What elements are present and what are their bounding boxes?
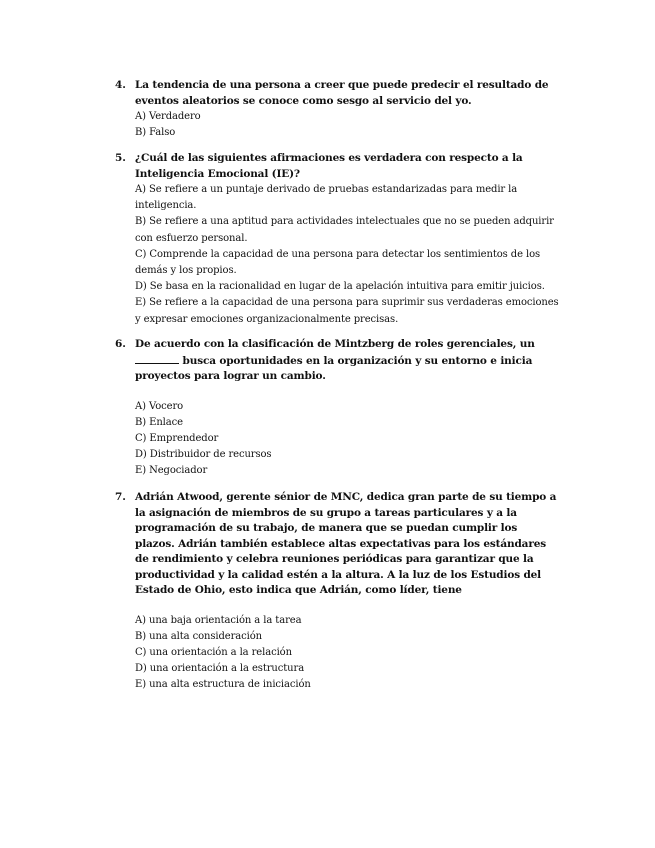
question-number: 6. [115, 338, 126, 350]
option-a: A) Verdadero [135, 111, 201, 122]
question-number: 4. [115, 79, 126, 91]
question-text: ¿Cuál de las siguientes afirmaciones es verdadera con respecto a la Inteligencia Emocional (IE)? [135, 152, 523, 180]
option-d: D) una orientación a la estructura [135, 663, 305, 675]
question-5 [115, 151, 560, 328]
option-c: C) Emprendedor [135, 432, 219, 444]
option-b: B) Se refiere a una aptitud para actividades intelectuales que no se pueden adquirir con esfuerzo personal. [135, 216, 554, 244]
option-a: A) una baja orientación a la tarea [135, 614, 302, 626]
option-list [135, 613, 560, 694]
question-number: 7. [115, 491, 126, 503]
option-e: E) Negociador [135, 465, 208, 477]
question-number: 5. [115, 152, 126, 164]
option-list [135, 182, 560, 328]
option-a: A) Vocero [135, 400, 184, 412]
option-b: B) Falso [135, 127, 176, 139]
option-e: E) Se refiere a la capacidad de una persona para suprimir sus verdaderas emociones y expresar emociones organizacionalmente precisas. [135, 297, 559, 325]
option-d: D) Se basa en la racionalidad en lugar de la apelación intuitiva para emitir juicios. [135, 281, 545, 293]
fill-in-blank [135, 353, 179, 364]
option-d: D) Distribuidor de recursos [135, 449, 272, 461]
question-text [135, 337, 560, 385]
question-text-end: busca oportunidades en la organización y su entorno e inicia proyectos para lograr un cambio. [135, 354, 533, 382]
question-text: Adrián Atwood, gerente sénior de MNC, dedica gran parte de su tiempo a la asignación de miembros de su grupo a tareas particulares y a la programación de su trabajo, de manera que se puedan cumplir los plazos. Adrián también establece altas expectativas para los estándares de rendimiento y celebra reuniones periódicas para garantizar que la productividad y la calidad estén a la altura. A la luz de los Estudios del Estado de Ohio, esto indica que Adrián, como líder, tiene [135, 491, 557, 596]
question-4 [115, 78, 560, 141]
option-e: E) una alta estructura de iniciación [135, 679, 311, 691]
option-b: B) una alta consideración [135, 630, 262, 642]
option-c: C) una orientación a la relación [135, 646, 292, 658]
option-list [135, 399, 560, 480]
option-c: C) Comprende la capacidad de una persona para detectar los sentimientos de los demás y los propios. [135, 248, 541, 277]
option-b: B) Enlace [135, 416, 183, 428]
option-list [135, 109, 560, 141]
question-7 [115, 490, 560, 694]
option-a: A) Se refiere a un puntaje derivado de pruebas estandarizadas para medir la inteligencia. [135, 184, 518, 212]
question-6 [115, 337, 560, 480]
question-text-start: De acuerdo con la clasificación de Mintzberg de roles gerenciales, un [135, 338, 535, 350]
question-text: La tendencia de una persona a creer que puede predecir el resultado de eventos aleatorios se conoce como sesgo al servicio del yo. [135, 79, 549, 107]
